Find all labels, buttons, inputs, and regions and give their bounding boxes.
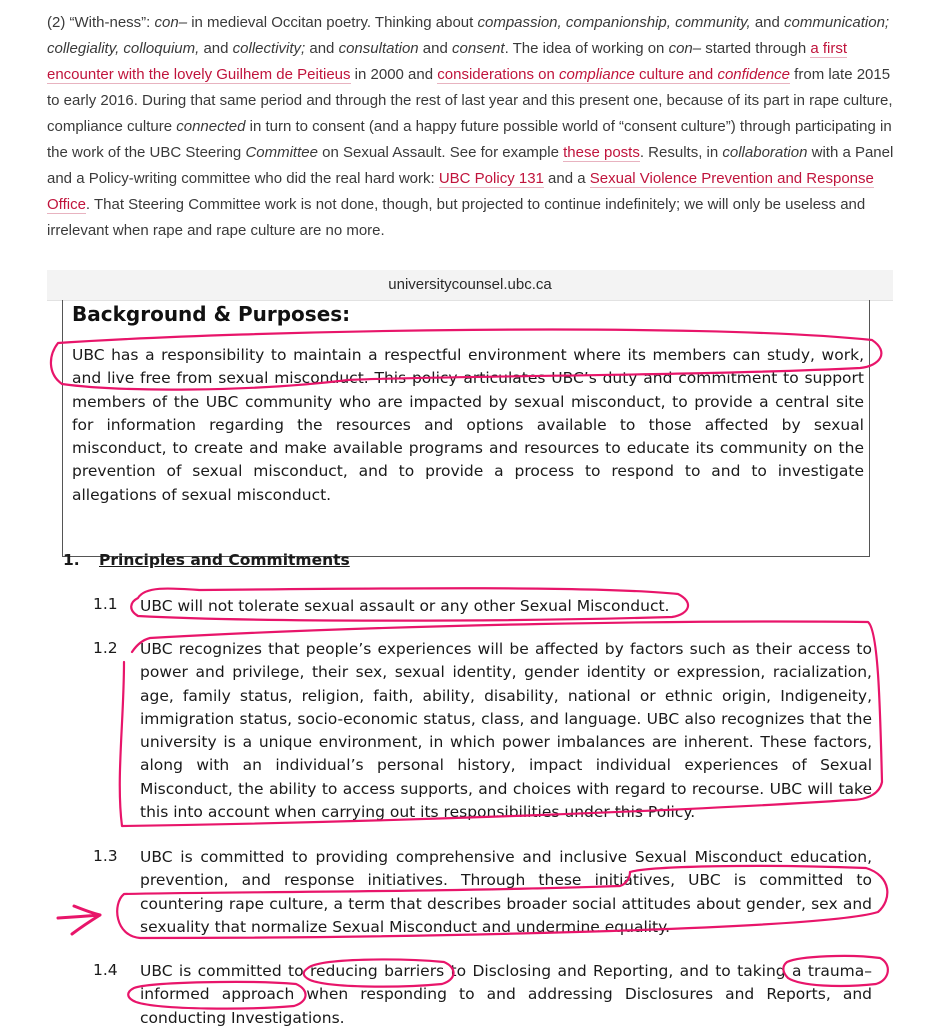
intro-text: compassion, companionship, community, bbox=[477, 14, 751, 31]
intro-text: in turn to consent (and a happy future possible world of “consent culture”) through participating in the work of the UBC Steering bbox=[47, 118, 892, 161]
intro-link[interactable]: Sexual Violence Prevention and Response Office bbox=[47, 170, 874, 213]
intro-text: on Sexual Assault. See for example bbox=[317, 144, 564, 161]
item-text: UBC is committed to providing comprehensive and inclusive Sexual Misconduct education, prevention, and response initiatives. Through these initiatives, UBC is committed to countering rape culture, a term that describes broader social attitudes about gender, sex and sexuality that normalize Sexual Misconduct and undermine equality. bbox=[140, 848, 872, 936]
item-number: 1.4 bbox=[93, 961, 118, 979]
intro-text: . Results, in bbox=[639, 144, 723, 161]
intro-paragraph bbox=[47, 10, 897, 244]
item-text: UBC is committed to reducing barriers to Disclosing and Reporting, and to taking a trauma–informed approach when responding to and addressing Disclosures and Reports, and conducting Investigations. bbox=[140, 962, 872, 1027]
section-number: 1. bbox=[63, 551, 80, 569]
section-title: Principles and Commitments bbox=[99, 551, 350, 569]
url-bar: universitycounsel.ubc.ca bbox=[47, 270, 893, 301]
intro-text: connected bbox=[176, 118, 246, 135]
intro-text: and bbox=[305, 40, 339, 57]
intro-link[interactable]: culture and bbox=[634, 66, 718, 83]
intro-text: in 2000 and bbox=[350, 66, 438, 83]
intro-text: communication; collegiality, colloquium, bbox=[47, 14, 890, 57]
intro-text: with a Panel and a Policy-writing committee who did the real hard work: bbox=[47, 144, 894, 187]
intro-text: in medieval Occitan poetry. Thinking about bbox=[187, 14, 478, 31]
intro-link[interactable]: considerations on bbox=[437, 66, 560, 83]
box-text: UBC has a responsibility to maintain a respectful environment where its members can study, work, and live free from sexual misconduct. This policy articulates UBC’s duty and commitment to support members of the UBC community who are impacted by sexual misconduct, to provide a central site for information regarding the resources and options available to those affected by sexual misconduct, to create and make available programs and resources to educate its community on the prevention of sexual misconduct, and to provide a process to respond to and to investigate allegations of sexual misconduct. bbox=[72, 346, 864, 504]
intro-link[interactable]: a first encounter with the lovely Guilhem de Peitieus bbox=[47, 40, 848, 83]
intro-text: Committee bbox=[245, 144, 318, 161]
policy-screenshot bbox=[47, 270, 893, 1036]
intro-link[interactable]: compliance bbox=[559, 66, 635, 83]
intro-text: con– bbox=[668, 40, 702, 57]
item-number: 1.1 bbox=[93, 595, 118, 613]
intro-text: and bbox=[418, 40, 453, 57]
intro-text: (2) “With-ness”: bbox=[47, 14, 155, 31]
intro-text: con– bbox=[154, 14, 188, 31]
item-text: UBC will not tolerate sexual assault or any other Sexual Misconduct. bbox=[140, 597, 670, 615]
intro-text: and a bbox=[543, 170, 590, 187]
intro-text: started through bbox=[701, 40, 811, 57]
intro-link[interactable]: these posts bbox=[563, 144, 640, 161]
intro-text: from late 2015 to early 2016. During that same period and through the rest of last year and this present one, because of its part in rape culture, compliance culture bbox=[47, 66, 893, 135]
intro-text: . The idea of working on bbox=[504, 40, 669, 57]
intro-text: and bbox=[199, 40, 233, 57]
intro-text: . That Steering Committee work is not done, though, but projected to continue indefinitely; we will only be useless and irrelevant when rape and rape culture are no more. bbox=[47, 196, 866, 239]
intro-text: consent bbox=[452, 40, 505, 57]
intro-link[interactable]: UBC Policy 131 bbox=[438, 170, 544, 187]
intro-text: consultation bbox=[338, 40, 419, 57]
intro-text: collaboration bbox=[722, 144, 808, 161]
intro-text: collectivity; bbox=[232, 40, 306, 57]
intro-text: and bbox=[750, 14, 785, 31]
item-number: 1.3 bbox=[93, 847, 118, 865]
background-purposes-box bbox=[62, 300, 870, 557]
intro-link[interactable]: confidence bbox=[717, 66, 791, 83]
box-heading: Background & Purposes: bbox=[72, 302, 351, 326]
item-number: 1.2 bbox=[93, 639, 118, 657]
item-text: UBC recognizes that people’s experiences will be affected by factors such as their access to power and privilege, their sex, sexual identity, gender identity or expression, racialization, age, family status, religion, faith, ability, disability, national or ethnic origin, Indigeneity, immigration status, socio-economic status, class, and language. UBC also recognizes that the university is a unique environment, in which power imbalances are inherent. These factors, along with an individual’s personal history, impact individual experiences of Sexual Misconduct, the ability to access supports, and choices with regard to recourse. UBC will take this into account when carrying out its responsibilities under this Policy. bbox=[140, 640, 872, 822]
